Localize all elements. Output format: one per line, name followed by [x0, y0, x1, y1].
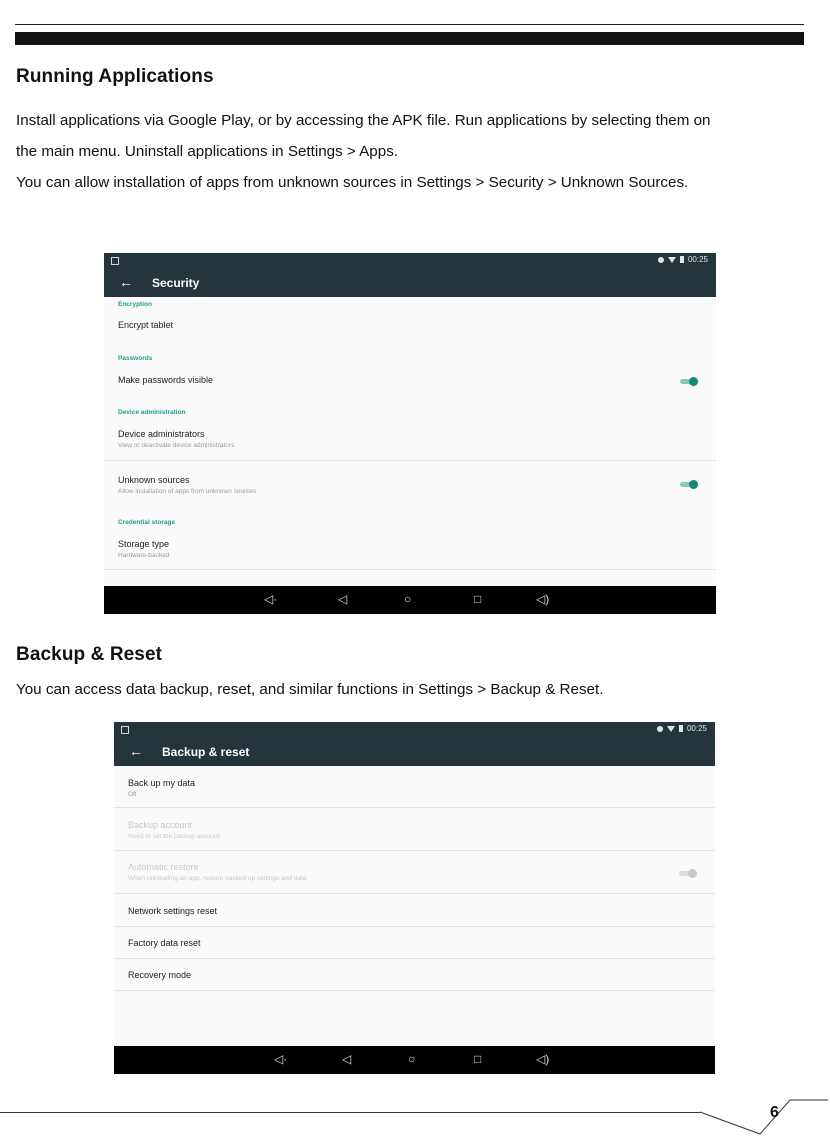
item-automatic-restore-subtitle: When reinstalling an app, restore backed up settings and data — [128, 875, 307, 882]
settings-list — [114, 766, 715, 1046]
wifi-icon — [667, 726, 675, 732]
divider — [114, 850, 715, 851]
footer-rule — [0, 1112, 700, 1113]
navigation-bar — [114, 1046, 715, 1074]
screen-title: Security — [152, 276, 200, 290]
item-storage-type[interactable]: Storage type — [118, 539, 170, 549]
divider — [114, 893, 715, 894]
recents-icon[interactable]: □ — [474, 1052, 482, 1066]
automatic-restore-toggle — [679, 869, 697, 877]
item-backup-account: Backup account — [128, 820, 193, 830]
back-arrow-icon[interactable]: ← — [119, 274, 133, 290]
item-encrypt-tablet[interactable]: Encrypt tablet — [118, 320, 174, 330]
item-device-administrators-subtitle: View or deactivate device administrators — [118, 442, 235, 449]
item-recovery-mode[interactable]: Recovery mode — [128, 970, 192, 980]
backup-screenshot — [114, 722, 715, 1074]
app-bar — [104, 270, 716, 297]
unknown-sources-toggle[interactable] — [680, 480, 698, 488]
home-icon[interactable]: ○ — [408, 1052, 416, 1066]
app-bar — [114, 739, 715, 766]
home-icon[interactable]: ○ — [404, 592, 412, 606]
paragraph-line-1: Install applications via Google Play, or by accessing the APK file. Run applications by selecting them on — [16, 112, 711, 129]
back-arrow-icon[interactable]: ← — [129, 743, 143, 759]
navigation-bar — [104, 586, 716, 614]
item-back-up-my-data[interactable]: Back up my data — [128, 778, 196, 788]
footer-corner-line — [698, 1076, 830, 1136]
item-automatic-restore: Automatic restore — [128, 862, 199, 872]
status-bar — [104, 253, 716, 270]
location-icon — [658, 257, 664, 263]
divider — [114, 807, 715, 808]
category-passwords: Passwords — [118, 355, 153, 362]
notification-icon — [121, 726, 129, 734]
recents-icon[interactable]: □ — [474, 592, 482, 606]
item-back-up-my-data-subtitle: Off — [128, 791, 137, 798]
divider — [114, 958, 715, 959]
heading-backup-reset: Backup & Reset — [16, 644, 163, 665]
divider — [104, 569, 716, 570]
location-icon — [657, 726, 663, 732]
header-bar — [15, 32, 804, 45]
item-network-settings-reset[interactable]: Network settings reset — [128, 906, 218, 916]
paragraph-line-3: You can allow installation of apps from unknown sources in Settings > Security > Unknown Sources. — [16, 174, 689, 191]
back-icon[interactable]: ◁ — [338, 592, 348, 606]
paragraph-line-2: the main menu. Uninstall applications in Settings > Apps. — [16, 143, 399, 160]
item-device-administrators[interactable]: Device administrators — [118, 429, 205, 439]
status-time: 00:25 — [687, 255, 708, 264]
battery-icon — [680, 256, 684, 263]
battery-icon — [679, 725, 683, 732]
category-device-administration: Device administration — [118, 409, 186, 416]
paragraph-backup: You can access data backup, reset, and similar functions in Settings > Backup & Reset. — [16, 681, 604, 698]
security-screenshot — [104, 253, 716, 614]
settings-list — [104, 297, 716, 586]
divider — [104, 460, 716, 461]
volume-up-icon[interactable]: ◁) — [536, 1052, 550, 1066]
divider — [114, 990, 715, 991]
screen-title: Backup & reset — [162, 745, 250, 759]
item-unknown-sources[interactable]: Unknown sources — [118, 475, 190, 485]
status-time: 00:25 — [686, 724, 707, 733]
volume-down-icon[interactable]: ◁· — [274, 1052, 288, 1066]
page-number: 6 — [770, 1104, 779, 1121]
item-unknown-sources-subtitle: Allow installation of apps from unknown sources — [118, 488, 257, 495]
item-storage-type-subtitle: Hardware-backed — [118, 552, 170, 559]
divider — [114, 926, 715, 927]
back-icon[interactable]: ◁ — [342, 1052, 352, 1066]
volume-down-icon[interactable]: ◁· — [264, 592, 278, 606]
wifi-icon — [668, 257, 676, 263]
status-bar — [114, 722, 715, 739]
heading-running-applications: Running Applications — [16, 66, 214, 87]
top-rule — [15, 24, 804, 25]
item-factory-data-reset[interactable]: Factory data reset — [128, 938, 201, 948]
item-backup-account-subtitle: Need to set the backup account — [128, 833, 220, 840]
volume-up-icon[interactable]: ◁) — [536, 592, 550, 606]
item-make-passwords-visible[interactable]: Make passwords visible — [118, 375, 214, 385]
category-encryption: Encryption — [118, 301, 152, 308]
notification-icon — [111, 257, 119, 265]
category-credential-storage: Credential storage — [118, 519, 176, 526]
passwords-visible-toggle[interactable] — [680, 377, 698, 385]
